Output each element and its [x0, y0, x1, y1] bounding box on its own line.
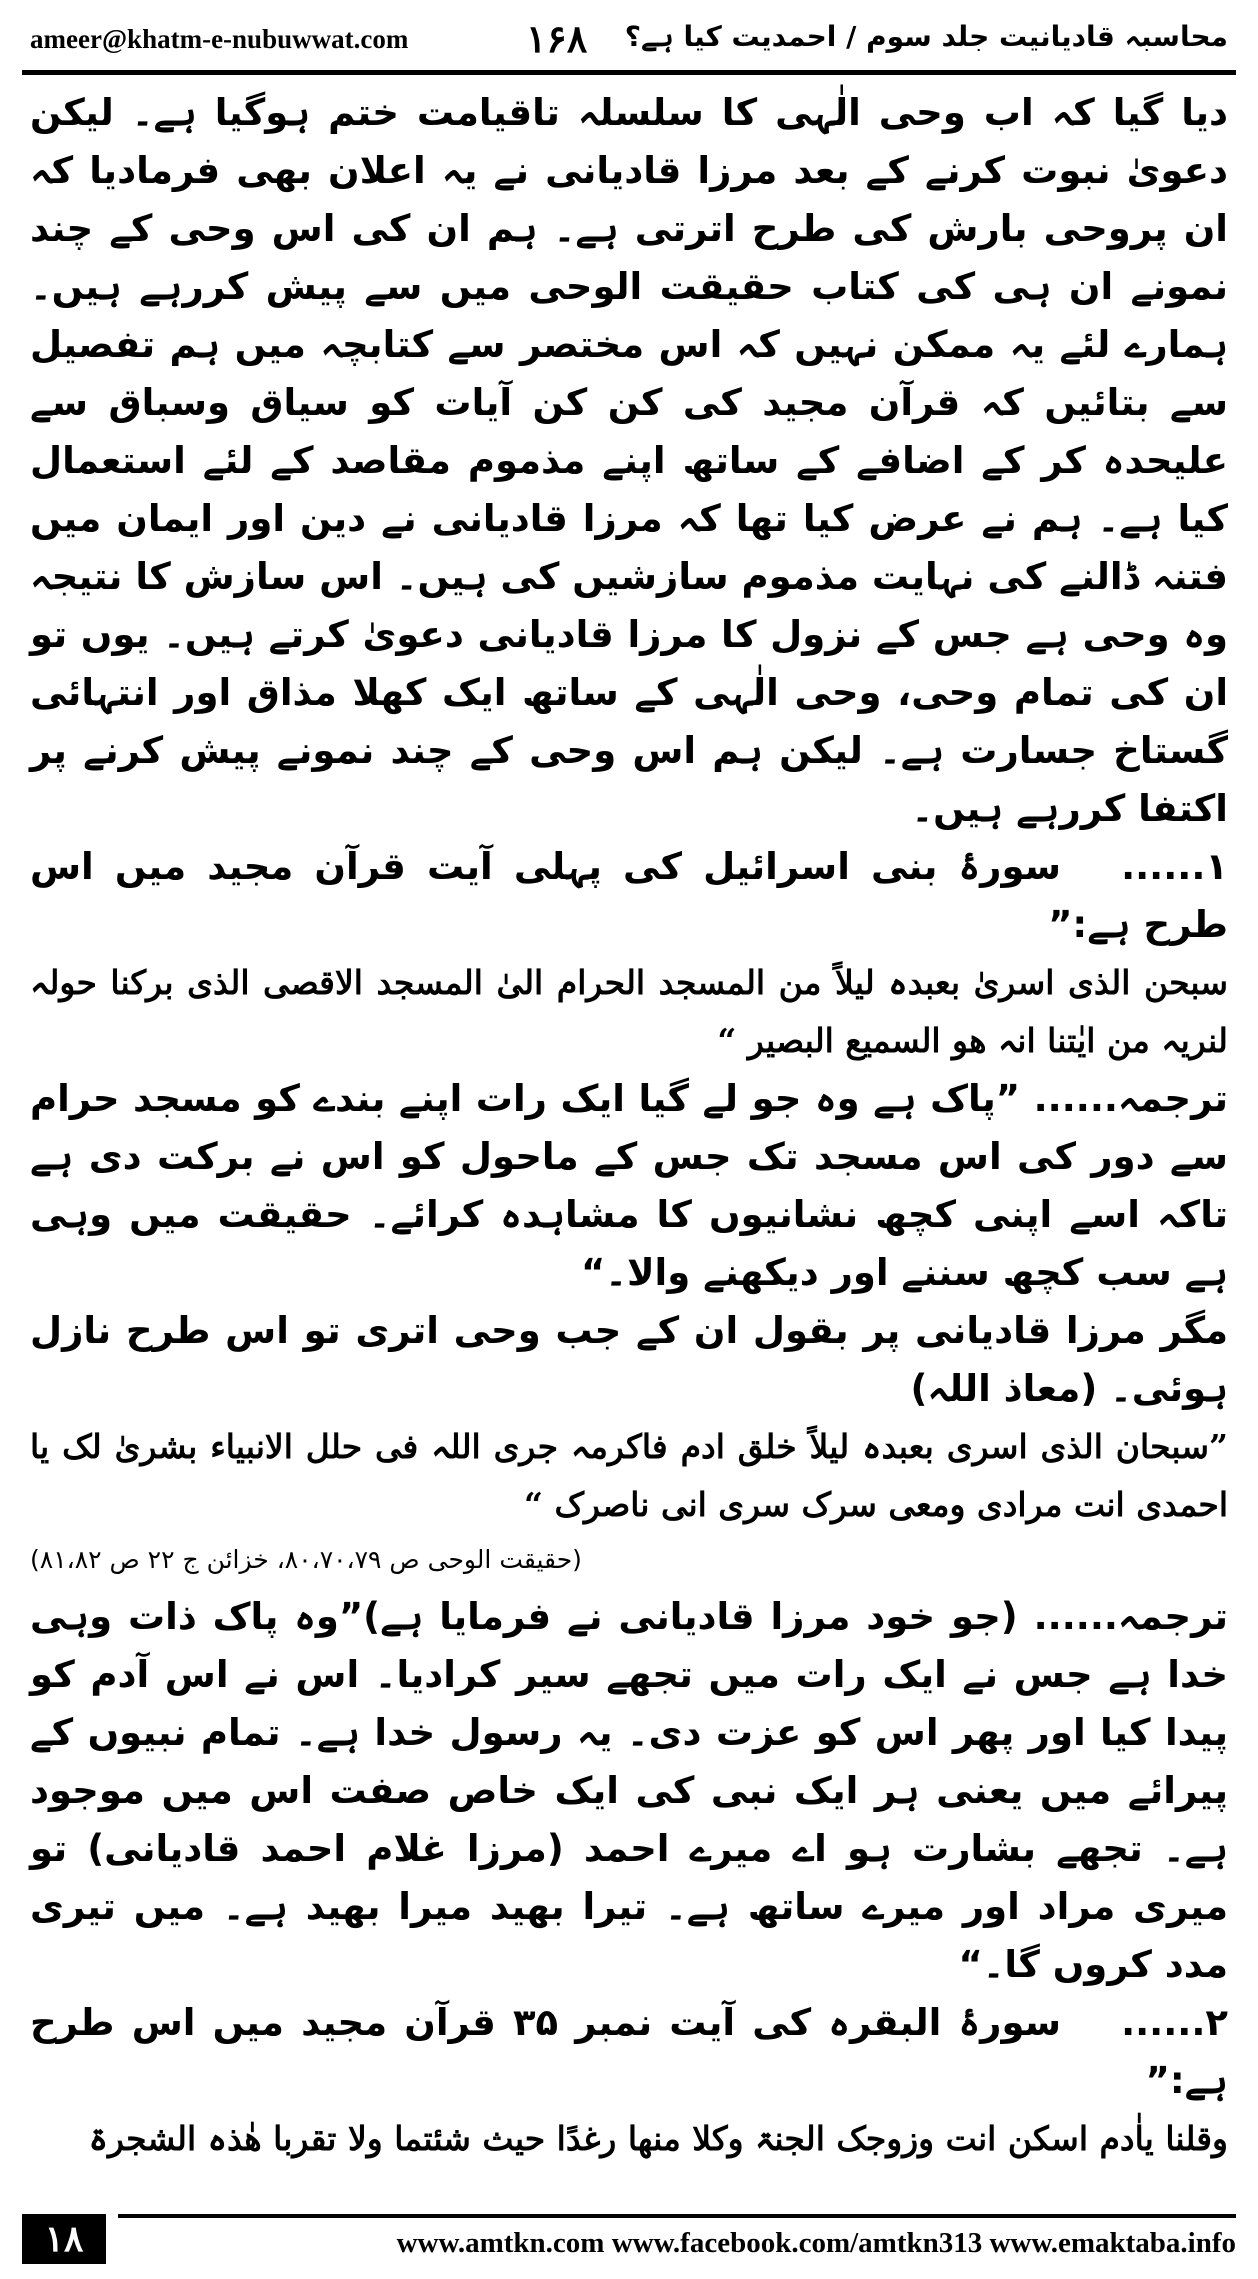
footer-page-number: ۱۸	[22, 2214, 106, 2264]
item1-text: سورۂ بنی اسرائیل کی پہلی آیت قرآن مجید میں اس طرح ہے:”	[30, 845, 1228, 946]
page-header	[22, 14, 1236, 70]
item1-intro	[30, 838, 1228, 954]
document-page	[22, 14, 1236, 2264]
header-book-title: محاسبہ قادیانیت جلد سوم / احمدیت کیا ہے؟	[624, 20, 1228, 53]
item2-text: سورۂ البقرہ کی آیت نمبر ۳۵ قرآن مجید میں اس طرح ہے:”	[30, 2001, 1228, 2102]
item1-wahi-translation-label: ترجمہ......	[1033, 1595, 1228, 1638]
item2-arabic-verse: وقلنا یاٰدم اسکن انت وزوجک الجنۃ وکلا منھا رغدًا حیث شئتما ولا تقربا ھٰذہ الشجرۃ	[88, 2119, 1228, 2158]
item1-label: ۱......	[1121, 845, 1228, 888]
item1-translation-label: ترجمہ......	[1033, 1077, 1228, 1120]
item1-translation-text: ”پاک ہے وہ جو لے گیا ایک رات اپنے بندے کو مسجد حرام سے دور کی اس مسجد تک جس کے ماحول کو اس نے برکت دی ہے تاکہ اسے اپنی کچھ نشانیوں کا مشاہدہ کرائے۔ حقیقت میں وہی ہے سب کچھ سننے اور دیکھنے والا۔“	[30, 1077, 1228, 1294]
item2-label: ۲......	[1121, 2001, 1228, 2044]
item1-wahi-translation-text: (جو خود مرزا قادیانی نے فرمایا ہے)”وہ پاک ذات وہی خدا ہے جس نے ایک رات میں تجھے سیر کرادیا۔ اس نے اس آدم کو پیدا کیا اور پھر اس کو عزت دی۔ یہ رسول خدا ہے۔ تمام نبیوں کے پیرائے میں یعنی ہر ایک نبی کی ایک خاص صفت اس میں موجود ہے۔ تجھے بشارت ہو اے میرے احمد (مرزا غلام احمد قادیانی) تو میری مراد اور میرے ساتھ ہے۔ تیرا بھید میرا بھید ہے۔ میں تیری مدد کروں گا۔“	[30, 1595, 1228, 1986]
header-rule	[22, 70, 1236, 75]
item1-translation	[30, 1070, 1228, 1302]
header-page-number: ۱۶۸	[526, 16, 588, 61]
header-email: ameer@khatm-e-nubuwwat.com	[30, 24, 409, 54]
item1-claim: مگر مرزا قادیانی پر بقول ان کے جب وحی اتری تو اس طرح نازل ہوئی۔ (معاذ اللہ)	[30, 1309, 1228, 1410]
item1-arabic-verse: سبحن الذی اسریٰ بعبدہ لیلاً من المسجد الحرام الیٰ المسجد الاقصی الذی برکنا حولہ لنریہ من ایٰتنا انہ ھو السمیع البصیر “	[30, 963, 1228, 1060]
item1-claimed-wahi: ”سبحان الذی اسری بعبدہ لیلاً خلق ادم فاکرمہ جری اللہ فی حلل الانبیاء بشریٰ لک یا احمدی انت مرادی ومعی سرک سری انی ناصرک “	[30, 1427, 1228, 1524]
intro-paragraph: دیا گیا کہ اب وحی الٰہی کا سلسلہ تاقیامت ختم ہوگیا ہے۔ لیکن دعویٰ نبوت کرنے کے بعد مرزا قادیانی نے یہ اعلان بھی فرمادیا کہ ان پروحی بارش کی طرح اترتی ہے۔ ہم ان کی اس وحی کے چند نمونے ان ہی کی کتاب حقیقت الوحی میں سے پیش کررہے ہیں۔ ہمارے لئے یہ ممکن نہیں کہ اس مختصر سے کتابچہ میں ہم تفصیل سے بتائیں کہ قرآن مجید کی کن کن آیات کو سیاق وسباق سے علیحدہ کر کے اضافے کے ساتھ اپنے مذموم مقاصد کے لئے استعمال کیا ہے۔ ہم نے عرض کیا تھا کہ مرزا قادیانی نے دین اور ایمان میں فتنہ ڈالنے کی نہایت مذموم سازشیں کی ہیں۔ اس سازش کا نتیجہ وہ وحی ہے جس کے نزول کا مرزا قادیانی دعویٰ کرتے ہیں۔ یوں تو ان کی تمام وحی، وحی الٰہی کے ساتھ ایک کھلا مذاق اور انتہائی گستاخ جسارت ہے۔ لیکن ہم اس وحی کے چند نمونے پیش کرنے پر اکتفا کررہے ہیں۔	[30, 91, 1228, 830]
page-body	[30, 84, 1228, 2168]
item1-reference: (حقیقت الوحی ص ۸۰،۷۰،۷۹، خزائن ج ۲۲ ص ۸۱،۸۲)	[30, 1545, 582, 1574]
item1-wahi-translation	[30, 1588, 1228, 1994]
page-footer	[22, 2214, 1236, 2264]
footer-links: www.amtkn.com www.facebook.com/amtkn313 www.emaktaba.info	[118, 2214, 1236, 2264]
item2-intro	[30, 1994, 1228, 2110]
